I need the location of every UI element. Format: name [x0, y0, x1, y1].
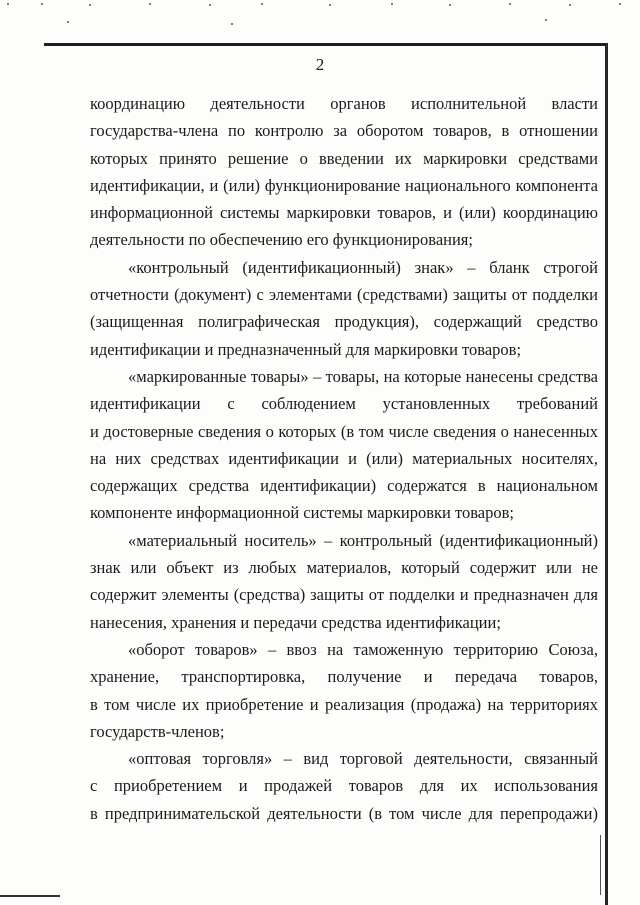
- text-line: идентификации, и (или) функционирование национального компонента: [90, 175, 598, 195]
- text-line: «оптовая торговля» – вид торговой деятельности, связанный: [128, 749, 598, 769]
- page-number: 2: [315, 55, 325, 74]
- right-border-line: [605, 43, 608, 905]
- text-line: которых принято решение о введении их маркировки средствами: [90, 148, 598, 168]
- text-line: «маркированные товары» – товары, на которые нанесены средства: [128, 366, 598, 386]
- text-line: компоненте информационной системы маркировки товаров;: [90, 503, 514, 523]
- scan-artifact-dots: [0, 0, 640, 30]
- top-border-line: [44, 43, 606, 46]
- text-line: идентификации с соблюдением установленных требований: [90, 394, 598, 414]
- text-line: содержит элементы (средства) защиты от подделки и предназначен для: [90, 585, 598, 605]
- text-line: и достоверные сведения о которых (в том числе сведения о нанесенных: [90, 421, 598, 441]
- text-line: «контрольный (идентификационный) знак» – бланк строгой: [128, 257, 598, 277]
- text-line: с приобретением и продажей товаров для их использования: [90, 776, 598, 796]
- right-edge-artifact: [600, 835, 601, 895]
- text-line: деятельности по обеспечению его функционирования;: [90, 230, 473, 250]
- text-line: знак или объект из любых материалов, который содержит или не: [90, 558, 598, 578]
- text-line: нанесения, хранения и передачи средства идентификации;: [90, 612, 501, 632]
- text-line: государств-членов;: [90, 721, 225, 741]
- text-line: «оборот товаров» – ввоз на таможенную территорию Союза,: [128, 639, 598, 659]
- text-line: отчетности (документ) с элементами (средствами) защиты от подделки: [90, 285, 598, 305]
- text-line: в том числе их приобретение и реализация (продажа) на территориях: [90, 694, 598, 714]
- text-line: (защищенная полиграфическая продукция), содержащий средство: [90, 312, 598, 332]
- text-line: государства-члена по контролю за оборотом товаров, в отношении: [90, 121, 598, 141]
- text-line: в предпринимательской деятельности (в том числе для перепродажи): [90, 803, 598, 823]
- document-body: [90, 90, 598, 827]
- text-line: на них средствах идентификации и (или) материальных носителях,: [90, 448, 598, 468]
- text-line: хранение, транспортировка, получение и передача товаров,: [90, 667, 598, 687]
- text-line: информационной системы маркировки товаров, и (или) координацию: [90, 203, 598, 223]
- text-line: координацию деятельности органов исполнительной власти: [90, 94, 598, 113]
- text-line: идентификации и предназначенный для маркировки товаров;: [90, 339, 522, 359]
- text-line: «материальный носитель» – контрольный (идентификационный): [128, 530, 598, 550]
- bottom-edge-artifact: [0, 895, 60, 897]
- text-line: содержащих средства идентификации) содержатся в национальном: [90, 476, 598, 496]
